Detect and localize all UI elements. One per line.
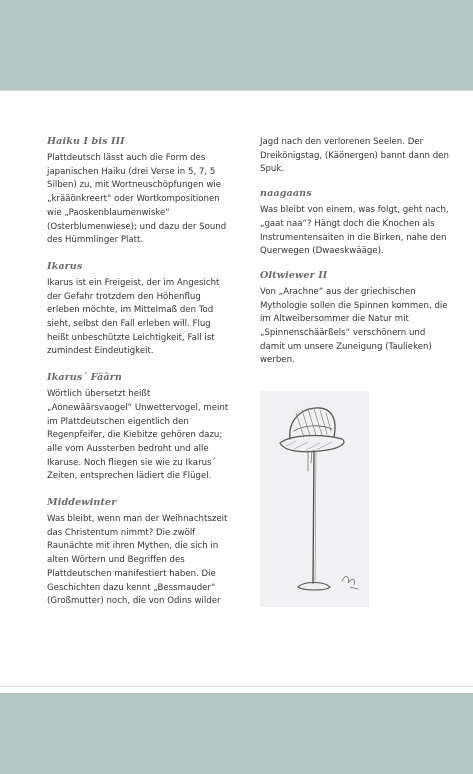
bottom-color-band bbox=[0, 693, 473, 774]
section-text-haiku: Plattdeutsch lässt auch die Form des japanischen Haiku (drei Verse in 5, 7, 5 Silben) zu, mit Wortneuschöpfungen wie „krääönkreert“ oder Wortkompositionen wie „Paoskenblaumenwiske“ (Osterblumenwiese); und dazu der Sound des Hümmlinger Platt. bbox=[47, 153, 227, 246]
left-column bbox=[47, 136, 233, 622]
section-heading-haiku: Haiku I bis III bbox=[47, 136, 125, 147]
top-divider bbox=[0, 90, 473, 91]
continued-text: Jagd nach den verlorenen Seelen. Der Dreikönigstag, (Käönergen) bannt dann den Spuk. bbox=[260, 137, 449, 175]
section-text-naagaans: Was bleibt von einem, was folgt, geht nach, „gaat naa“? Hängt doch die Knochen als Instrumentensaiten in die Birken, nahe den Querwegen (Dwaeskwääge). bbox=[260, 205, 449, 257]
section-text-oltwiewer: Von „Arachne“ aus der griechischen Mythologie sollen die Spinnen kommen, die im Altweibersommer die Natur mit „Spinnenschäärßels“ verschönern und damit um unsere Zuneigung (Taulieken) werben. bbox=[260, 286, 448, 366]
bottom-divider bbox=[0, 686, 473, 687]
section-heading-ikarus: Ikarus bbox=[47, 260, 83, 272]
hat-on-stand-sketch bbox=[260, 391, 369, 607]
section-text-ikarus: Ikarus ist ein Freigeist, der im Angesicht der Gefahr trotzdem den Höhenflug erleben möchte, im Mittelmaß den Tod sieht, selbst den Fall erleben will. Flug heißt unbeschützte Leichtigkeit, Fall ist zumindest Eindeutigkeit. bbox=[47, 277, 220, 357]
right-column bbox=[260, 136, 450, 379]
section-text-middewinter: Was bleibt, wenn man der Weihnachtszeit das Christentum nimmt? Die zwölf Raunächte mit ihren Mythen, die sich in alten Wörtern und Begriffen des Plattdeutschen manifestiert haben. Die Geschichten dazu kennt „Bessmauder“ (Großmutter) noch, die von Odins wilder bbox=[47, 514, 228, 607]
top-color-band bbox=[0, 0, 473, 90]
section-heading-oltwiewer: Oltwiewer II bbox=[260, 269, 328, 281]
section-heading-middewinter: Middewinter bbox=[47, 497, 117, 509]
section-heading-naagaans: naagaans bbox=[260, 188, 312, 200]
section-text-ikarus-faeaern: Wörtlich übersetzt heißt „Aonewäärsvaogel“ Unwettervogel, meint im Plattdeutschen eigentlich den Regenpfeifer, die Kiebitze gehören dazu; alle vom Aussterben bedroht und alle Ikaruse. Noch fliegen sie wie zu Ikarus´ Zeiten, entsprechen lädiert die Flügel. bbox=[47, 389, 229, 482]
section-heading-ikarus-faeaern: Ikarus´ Fäärn bbox=[47, 372, 122, 384]
